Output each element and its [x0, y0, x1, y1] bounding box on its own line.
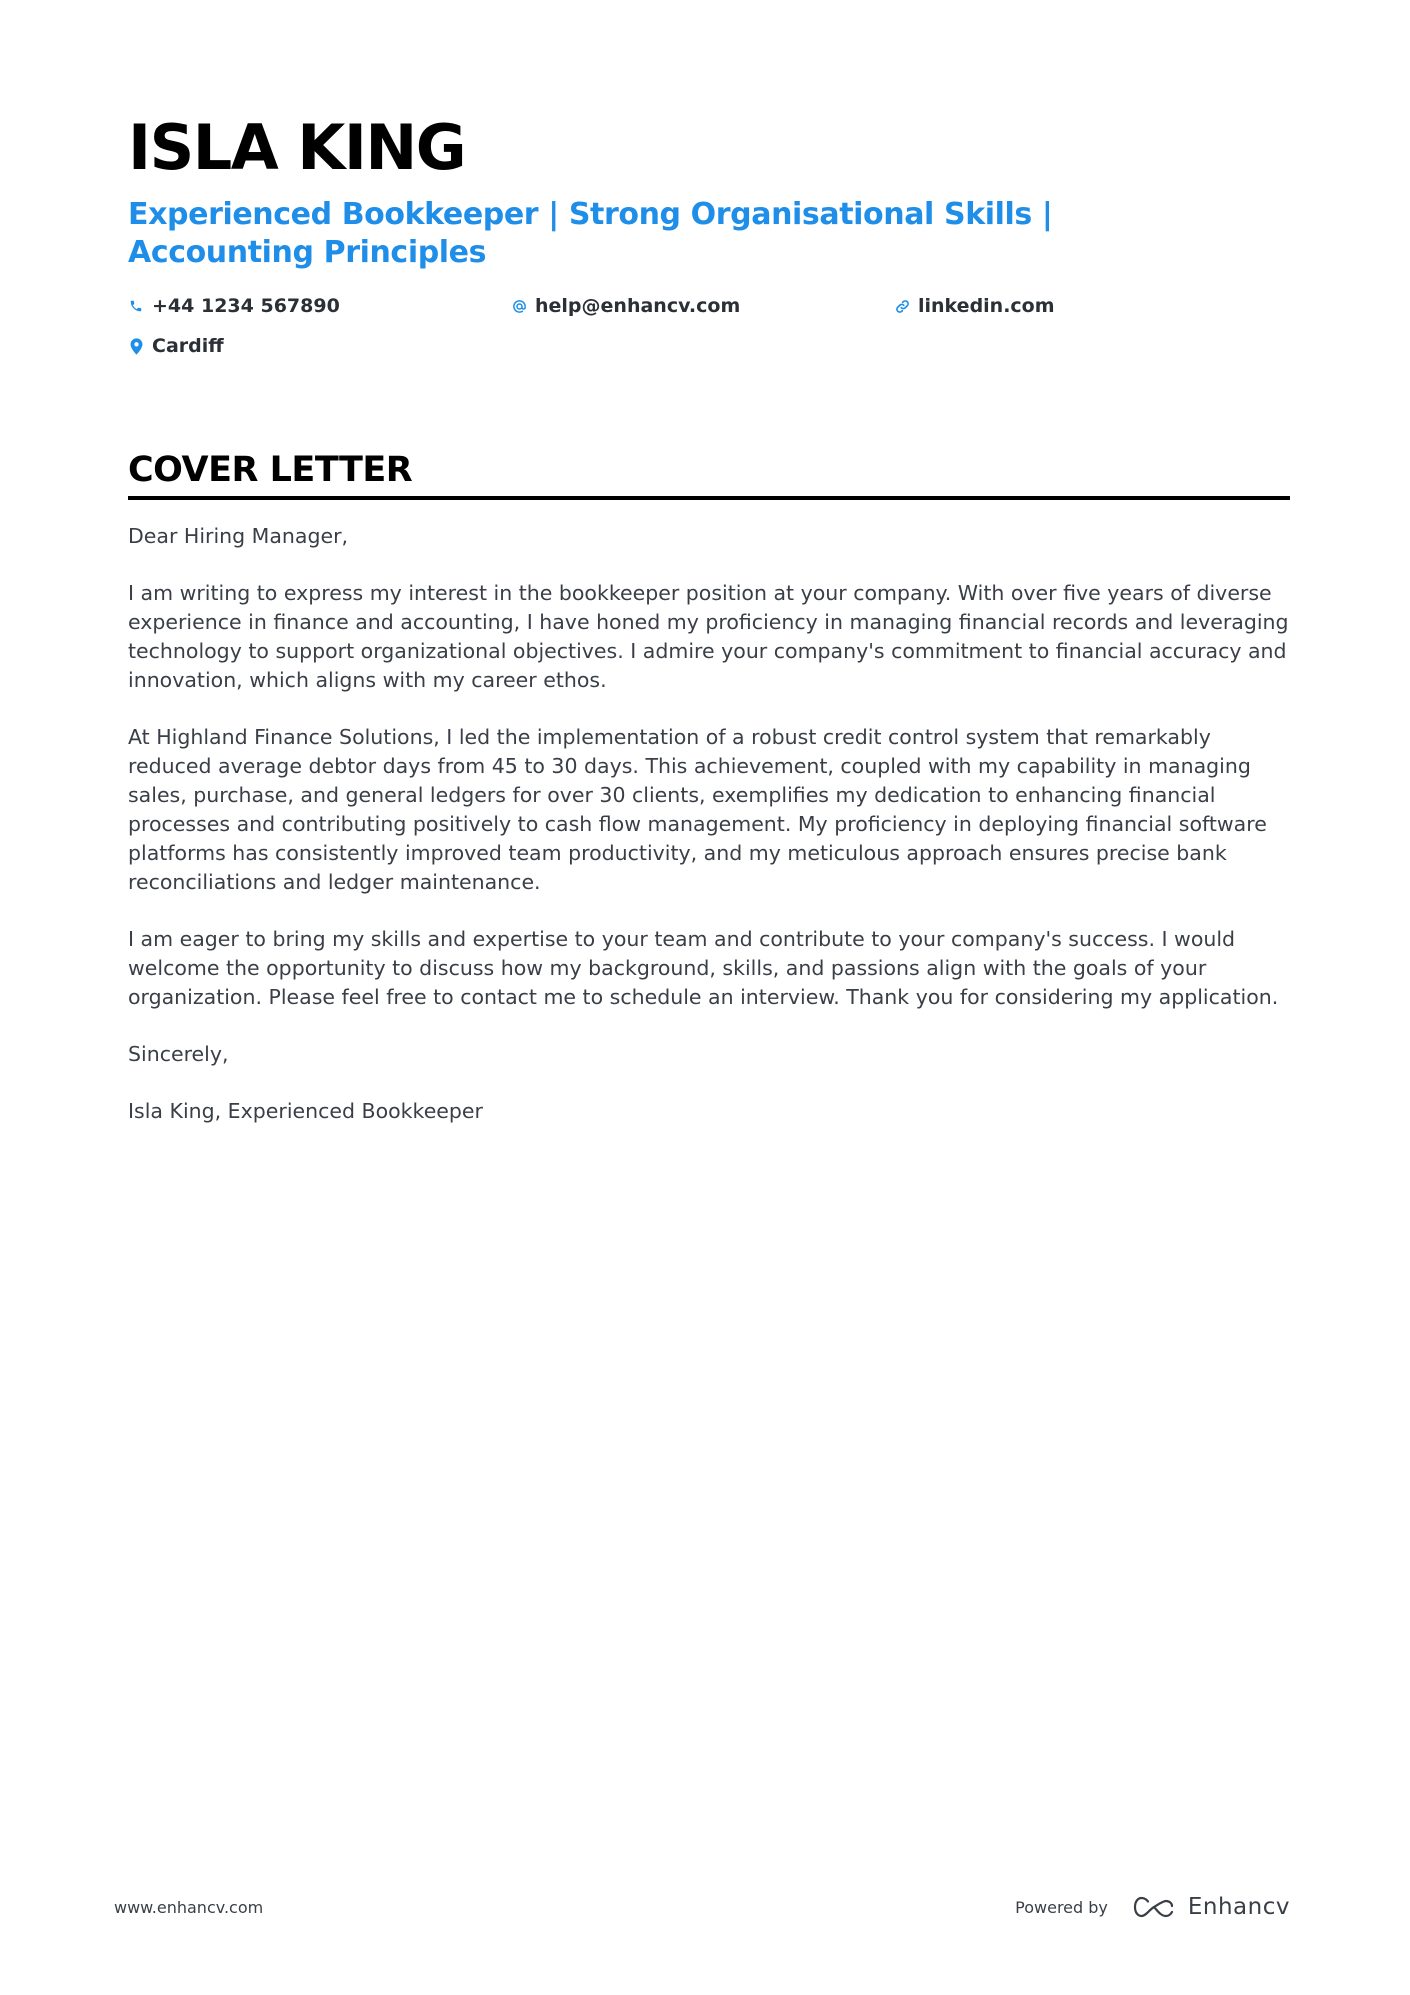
letter-body	[128, 522, 1290, 1126]
linkedin-value: linkedin.com	[918, 295, 1055, 317]
footer-website-link[interactable]: www.enhancv.com	[114, 1897, 264, 1917]
cover-letter-page	[128, 110, 1290, 1154]
phone-value: +44 1234 567890	[152, 295, 340, 317]
email-value: help@enhancv.com	[535, 295, 741, 317]
section-title-cover-letter: COVER LETTER	[128, 448, 1290, 500]
letter-paragraph-1: I am writing to express my interest in the bookkeeper position at your company. With over five years of diverse experience in finance and accounting, I have honed my proficiency in managing financial records and leveraging technology to support organizational objectives. I admire your company's commitment to financial accuracy and innovation, which aligns with my career ethos.	[128, 581, 1289, 692]
powered-by-label: Powered by	[1015, 1897, 1108, 1917]
powered-by	[1015, 1894, 1290, 1920]
candidate-headline: Experienced Bookkeeper | Strong Organisational Skills | Accounting Principles	[128, 197, 1053, 270]
contact-info	[128, 294, 1290, 358]
letter-closing: Sincerely,	[128, 1042, 229, 1066]
candidate-name: ISLA KING	[128, 111, 466, 184]
letter-signature: Isla King, Experienced Bookkeeper	[128, 1099, 483, 1123]
link-icon	[894, 297, 910, 315]
letter-paragraph-3: I am eager to bring my skills and expertise to your team and contribute to your company's success. I would welcome the opportunity to discuss how my background, skills, and passions align with the goals of your organization. Please feel free to contact me to schedule an interview. Thank you for considering my application.	[128, 927, 1279, 1009]
page-footer	[114, 1890, 1290, 1924]
at-icon	[511, 297, 527, 315]
letter-greeting: Dear Hiring Manager,	[128, 524, 349, 548]
enhancv-logo-icon	[1132, 1895, 1176, 1919]
location-icon	[128, 337, 144, 355]
location-value: Cardiff	[152, 335, 224, 357]
phone-icon	[128, 297, 144, 315]
contact-location	[128, 334, 511, 358]
contact-linkedin[interactable]	[894, 294, 1277, 318]
letter-paragraph-2: At Highland Finance Solutions, I led the implementation of a robust credit control system that remarkably reduced average debtor days from 45 to 30 days. This achievement, coupled with my capability in managing sales, purchase, and general ledgers for over 30 clients, exemplifies my dedication to enhancing financial processes and contributing positively to cash flow management. My proficiency in deploying financial software platforms has consistently improved team productivity, and my meticulous approach ensures precise bank reconciliations and ledger maintenance.	[128, 725, 1267, 894]
brand-logo[interactable]	[1132, 1894, 1290, 1920]
contact-email[interactable]	[511, 294, 894, 318]
brand-name: Enhancv	[1187, 1894, 1290, 1920]
contact-phone[interactable]	[128, 294, 511, 318]
